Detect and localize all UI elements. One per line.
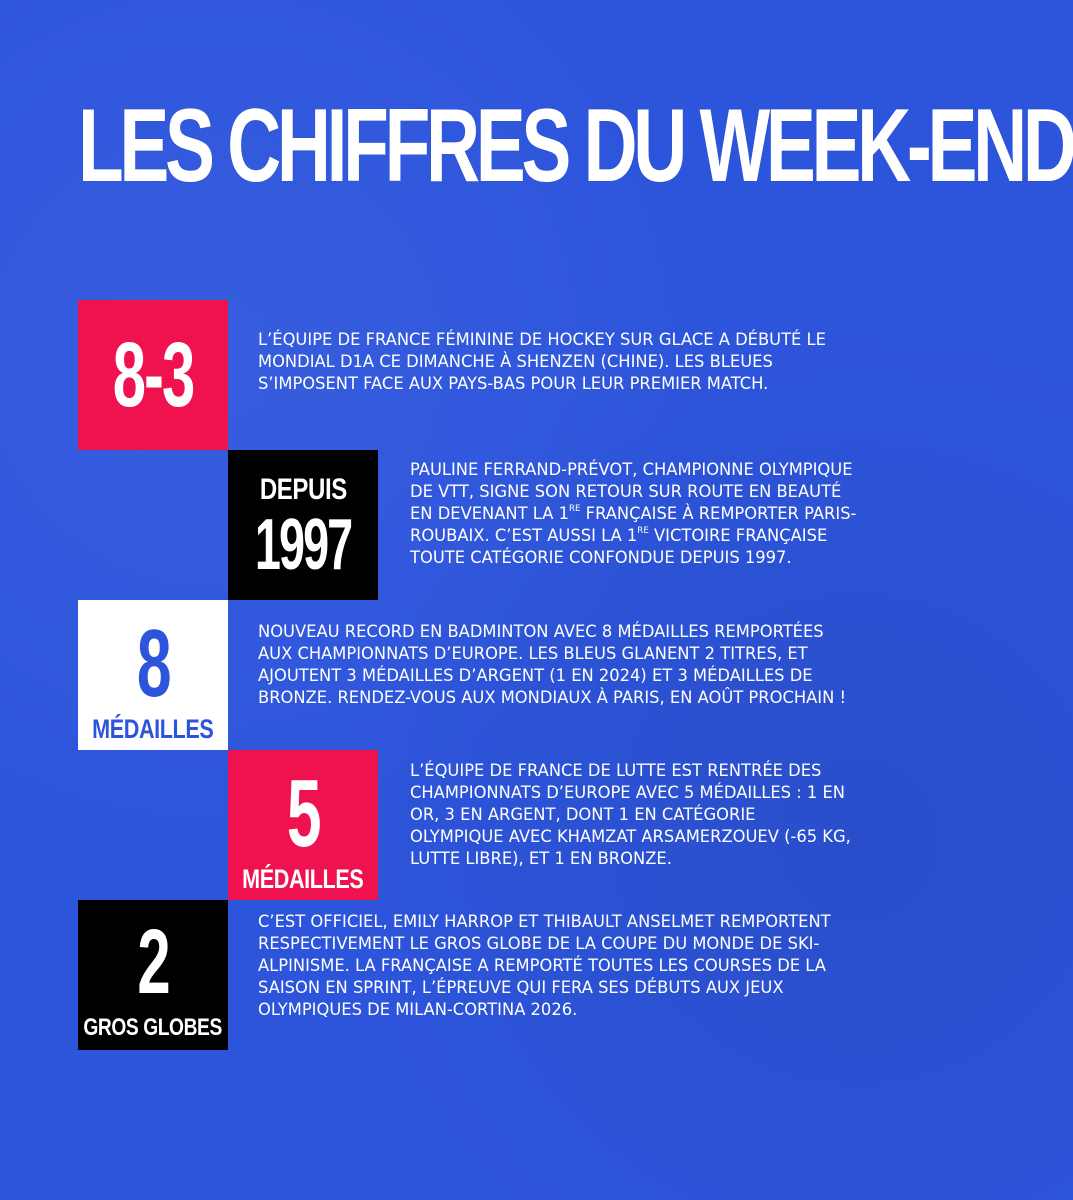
stat-figure-badminton: 8	[136, 609, 170, 717]
stat-label-skimo: GROS GLOBES	[83, 1014, 223, 1041]
stat-figure-wrestling: 5	[286, 759, 320, 867]
stat-box-skimo	[78, 900, 228, 1050]
stat-box-cycling	[228, 450, 378, 600]
stat-label-badminton: MÉDAILLES	[92, 713, 214, 744]
stat-figure-hockey: 8-3	[112, 324, 194, 426]
stat-figure-skimo: 2	[137, 911, 169, 1013]
stat-box-wrestling	[228, 750, 378, 900]
page-title: LES CHIFFRES DU WEEK-END	[78, 88, 1073, 204]
stat-text-cycling: PAULINE FERRAND-PRÉVOT, CHAMPIONNE OLYMPIQUE DE VTT, SIGNE SON RETOUR SUR ROUTE EN BEAUTÉ EN DEVENANT LA 1RE FRANÇAISE À REMPORTER PARIS-ROUBAIX. C’EST AUSSI LA 1RE VICTOIRE FRANÇAISE TOUTE CATÉGORIE CONFONDUE DEPUIS 1997.	[410, 460, 857, 568]
stat-box-badminton	[78, 600, 228, 750]
stat-label-wrestling: MÉDAILLES	[242, 863, 364, 894]
stat-box-hockey	[78, 300, 228, 450]
stat-text-skimo: C’EST OFFICIEL, EMILY HARROP ET THIBAULT ANSELMET REMPORTENT RESPECTIVEMENT LE GROS GLOBE DE LA COUPE DU MONDE DE SKI-ALPINISME. LA FRANÇAISE A REMPORTÉ TOUTES LES COURSES DE LA SAISON EN SPRINT, L’ÉPREUVE QUI FERA SES DÉBUTS AUX JEUX OLYMPIQUES DE MILAN-CORTINA 2026.	[258, 912, 831, 1020]
stat-figure-cycling: 1997	[254, 505, 352, 585]
stat-text-hockey: L’ÉQUIPE DE FRANCE FÉMININE DE HOCKEY SUR GLACE A DÉBUTÉ LE MONDIAL D1A CE DIMANCHE À SHENZEN (CHINE). LES BLEUES S’IMPOSENT FACE AUX PAYS-BAS POUR LEUR PREMIER MATCH.	[258, 330, 826, 394]
stat-text-badminton: NOUVEAU RECORD EN BADMINTON AVEC 8 MÉDAILLES REMPORTÉES AUX CHAMPIONNATS D’EUROPE. LES BLEUS GLANENT 2 TITRES, ET AJOUTENT 3 MÉDAILLES D’ARGENT (1 EN 2024) ET 3 MÉDAILLES DE BRONZE. RENDEZ-VOUS AUX MONDIAUX À PARIS, EN AOÛT PROCHAIN !	[258, 622, 847, 708]
stat-label-cycling: DEPUIS	[259, 473, 347, 506]
stat-text-wrestling: L’ÉQUIPE DE FRANCE DE LUTTE EST RENTRÉE DES CHAMPIONNATS D’EUROPE AVEC 5 MÉDAILLES : 1 EN OR, 3 EN ARGENT, DONT 1 EN CATÉGORIE OLYMPIQUE AVEC KHAMZAT ARSAMERZOUEV (-65 KG, LUTTE LIBRE), ET 1 EN BRONZE.	[410, 761, 851, 869]
